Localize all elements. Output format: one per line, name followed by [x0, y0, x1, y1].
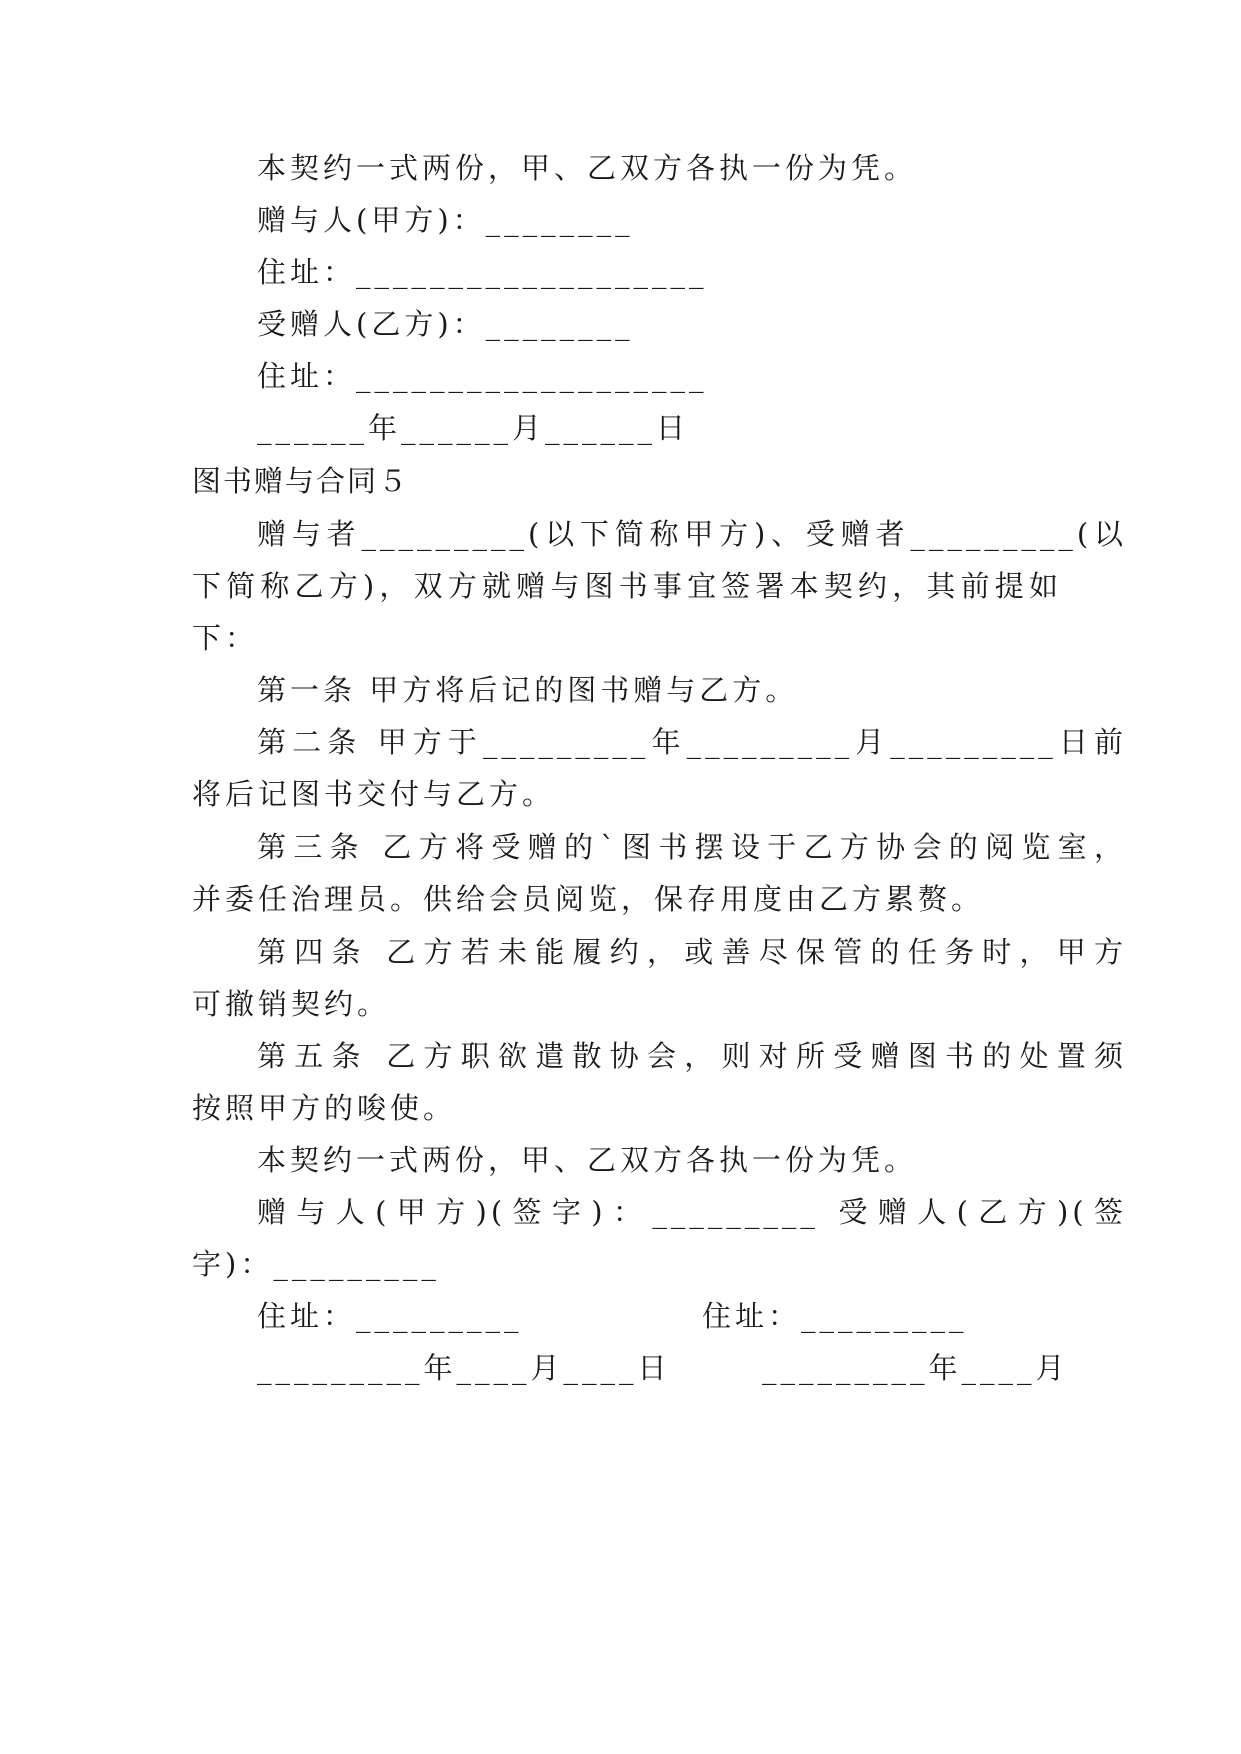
intro-paragraph-line-2: 下简称乙方)，双方就赠与图书事宜签署本契约，其前提如	[192, 569, 1062, 603]
party-b-address-field: 住址：_________	[702, 1299, 968, 1333]
article-5-line-2: 按照甲方的唆使。	[192, 1091, 457, 1125]
intro-paragraph-line-3: 下：	[192, 621, 259, 655]
article-3-line-2: 并委任治理员。供给会员阅览，保存用度由乙方累赘。	[192, 882, 985, 916]
article-2-line-2: 将后记图书交付与乙方。	[192, 777, 556, 811]
article-4-line-2: 可撤销契约。	[192, 987, 391, 1021]
article-4-line-1: 第四条 乙方若未能履约，或善尽保管的任务时，甲方	[257, 935, 1127, 969]
party-a-date-field: _________年____月____日	[257, 1351, 671, 1385]
contract-copies-note-2: 本契约一式两份，甲、乙双方各执一份为凭。	[257, 1143, 918, 1177]
donee-address-field: 住址：___________________	[257, 359, 708, 393]
article-3-line-1: 第三条 乙方将受赠的`图书摆设于乙方协会的阅览室，	[257, 830, 1127, 864]
date-field: ______年______月______日	[257, 411, 690, 445]
article-2-line-1: 第二条 甲方于_________年_________月_________日前	[257, 725, 1127, 759]
article-5-line-1: 第五条 乙方职欲遣散协会，则对所受赠图书的处置须	[257, 1039, 1127, 1073]
signature-line-2: 字)：_________	[192, 1247, 440, 1281]
contract-copies-note: 本契约一式两份，甲、乙双方各执一份为凭。	[257, 151, 918, 185]
party-a-address-field: 住址：_________	[257, 1299, 523, 1333]
signature-line-1: 赠与人(甲方)(签字)：_________ 受赠人(乙方)(签	[257, 1195, 1127, 1229]
section-title: 图书赠与合同５	[192, 464, 410, 498]
donor-address-field: 住址：___________________	[257, 255, 708, 289]
intro-paragraph-line-1: 赠与者_________(以下简称甲方)、受赠者_________(以	[257, 517, 1127, 551]
donee-party-b-field: 受赠人(乙方)：________	[257, 307, 634, 341]
article-1: 第一条 甲方将后记的图书赠与乙方。	[257, 673, 799, 707]
party-b-date-field: _________年____月	[762, 1351, 1069, 1385]
donor-party-a-field: 赠与人(甲方)：________	[257, 203, 634, 237]
